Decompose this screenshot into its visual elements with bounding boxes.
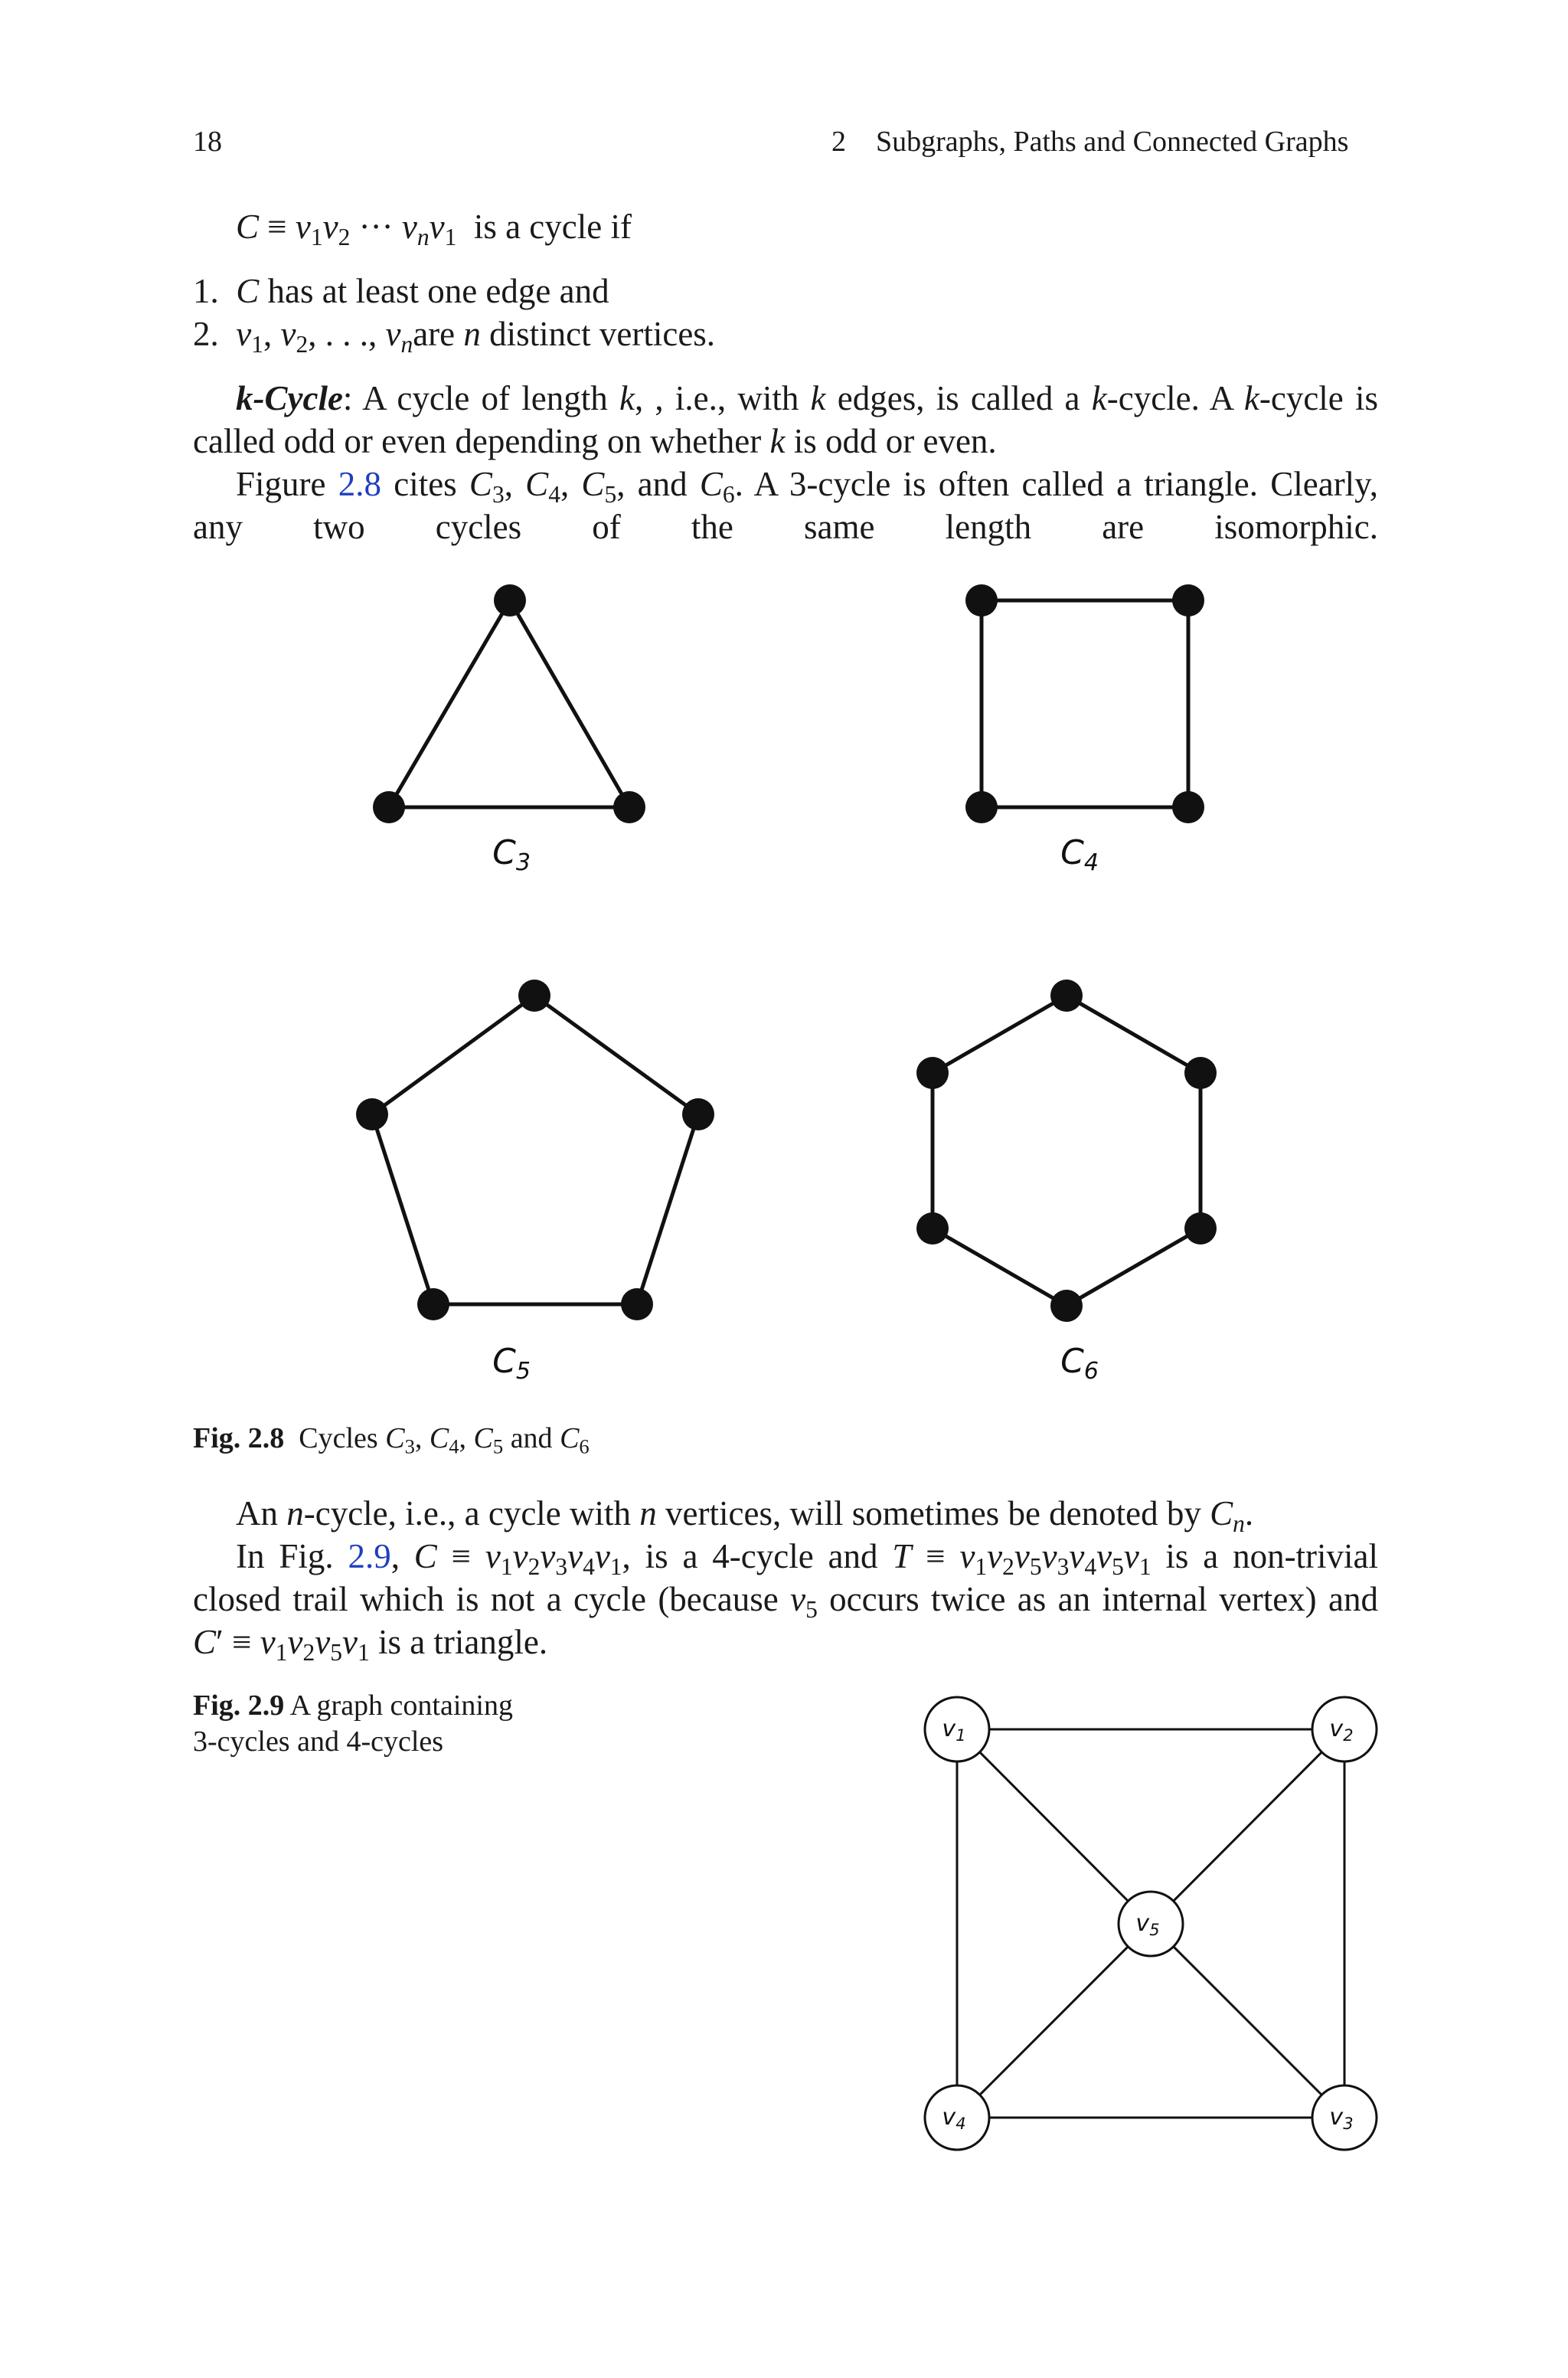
list-item: 2. $v_1$, $v_2$, . . ., $v_nare$ n distinct vertices.	[193, 315, 716, 358]
fig29-prefix: In Fig.	[236, 1537, 334, 1575]
fig29-caption-line2: 3-cycles and 4-cycles	[193, 1725, 444, 1758]
list-number: 1.	[193, 272, 219, 310]
cycle-definition: $C \equiv v_1v_2$ ··· $v_nv_1$ is a cycle if	[236, 208, 632, 250]
page-number: 18	[193, 126, 222, 158]
fig29-caption-label: Fig. 2.9	[193, 1689, 285, 1722]
fig29-caption-line1: A graph containing	[289, 1689, 513, 1722]
label-v4: $v_4$	[942, 2104, 966, 2133]
fig28-caption: Fig. 2.8 Cycles $C_3$, $C_4$, $C_5$ and $C_6$	[193, 1422, 590, 1458]
c4-label: C4	[1060, 833, 1099, 876]
list-text: has at least one edge and	[267, 272, 609, 310]
list-item: 1. C has at least one edge and	[193, 272, 609, 310]
fig29-paragraph-line2: closed trail which is not a cycle (because $v_5$ occurs twice as an internal vertex) and	[193, 1580, 1379, 1623]
fig28-link[interactable]: 2.8	[338, 465, 381, 503]
c6-label: C6	[1060, 1342, 1099, 1385]
label-v2: $v_2$	[1329, 1716, 1354, 1745]
fig28-prefix: Figure	[236, 465, 326, 503]
label-v3: $v_3$	[1329, 2104, 1354, 2133]
c5-label: C5	[492, 1342, 531, 1385]
ncycle-paragraph: An n-cycle, i.e., a cycle with n vertices, will sometimes be denoted by $C_n$.	[236, 1494, 1254, 1537]
fig28-paragraph: Figure 2.8 cites $C_3$, $C_4$, $C_5$, and $C_6$. A 3-cycle is often called a triangle. Clearly,	[236, 465, 1379, 508]
label-v1: $v_1$	[942, 1716, 966, 1745]
fig29-link[interactable]: 2.9	[348, 1537, 391, 1575]
chapter-title: Subgraphs, Paths and Connected Graphs	[876, 126, 1349, 158]
kcycle-paragraph: k-Cycle: A cycle of length k, , i.e., with k edges, is called a k-cycle. A k-cycle is	[236, 379, 1379, 417]
kcycle-term: k-Cycle	[236, 379, 343, 417]
fig29-paragraph-line3: $C' \equiv v_1v_2v_5v_1$ is a triangle.	[193, 1623, 548, 1666]
fig28-paragraph-line2: any two cycles of the same length are isomorphic.	[193, 508, 1378, 546]
label-v5: $v_5$	[1135, 1910, 1160, 1939]
kcycle-paragraph-line2: called odd or even depending on whether k is odd or even.	[193, 422, 997, 460]
c3-label: C3	[492, 833, 531, 876]
fig29-paragraph: In Fig. 2.9, $C \equiv v_1v_2v_3v_4v_1$, is a 4-cycle and $T \equiv v_1v_2v_5v_3v_4v_5v_1$ is a non-trivial	[236, 1537, 1379, 1580]
fig28-caption-label: Fig. 2.8	[193, 1422, 285, 1454]
list-number: 2.	[193, 315, 219, 353]
cycle-def-suffix: is a cycle if	[473, 208, 632, 246]
chapter-number: 2	[831, 126, 846, 158]
